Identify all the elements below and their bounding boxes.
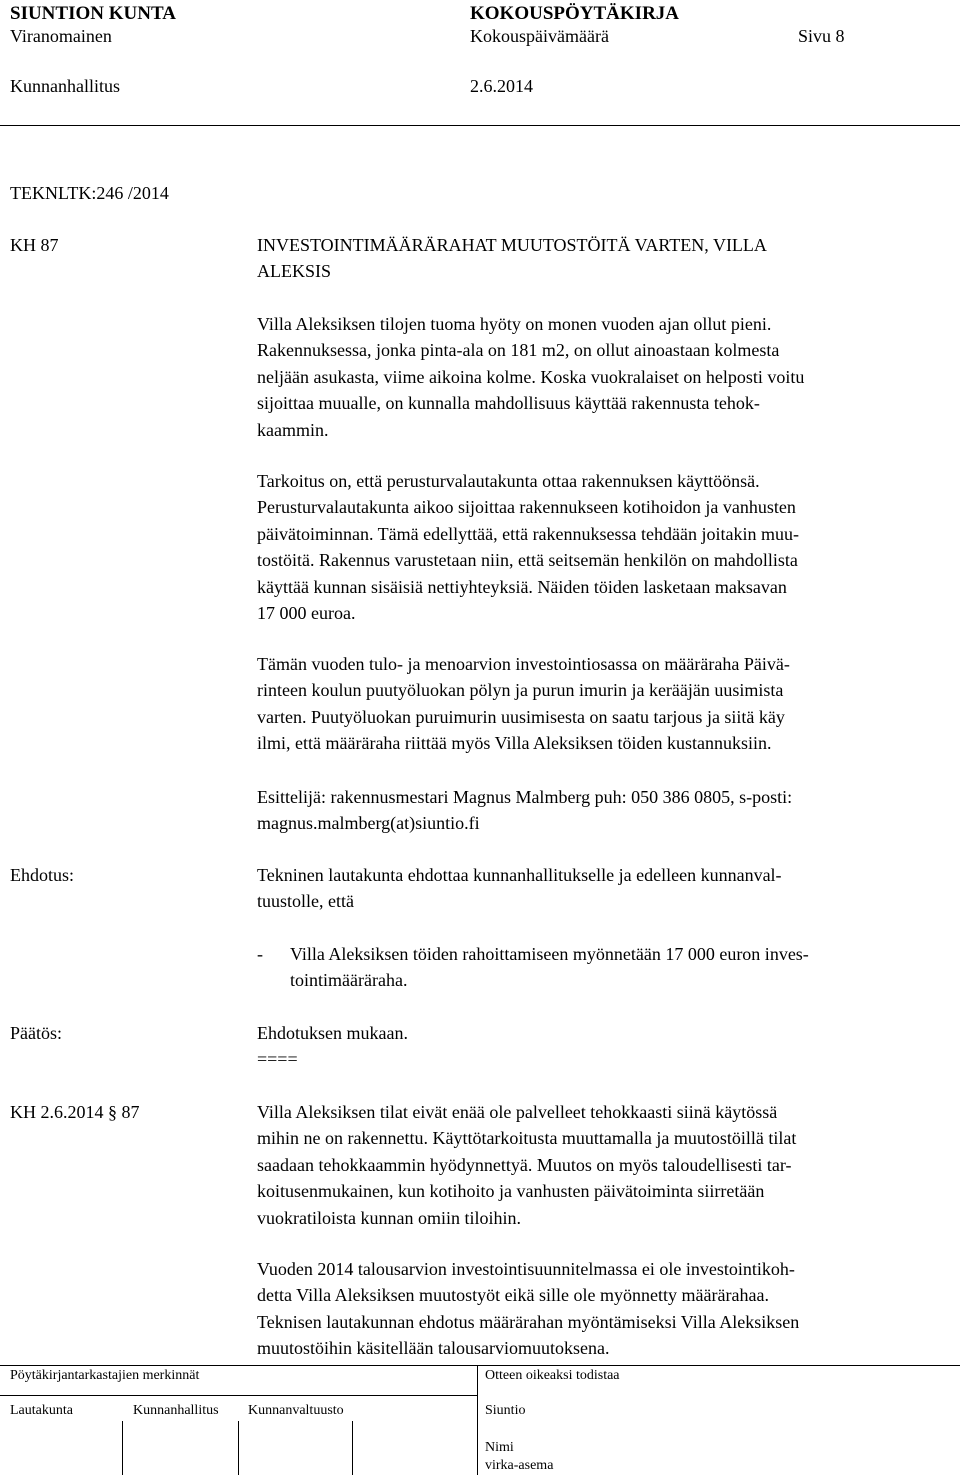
text-line: Villa Aleksiksen töiden rahoittamiseen myönnetään 17 000 euron inves- [290,944,809,964]
text-line: varten. Puutyöluokan puruimurin uusimisesta on saatu tarjous ja siitä käy [257,706,785,727]
footer-col-board: Lautakunta [10,1403,73,1418]
kh-paragraph-1 [257,1099,957,1231]
text-line: Villa Aleksiksen tilat eivät enää ole palvelleet tehokkaasti siinä käytössä [257,1102,778,1122]
footer-top-rule [0,1365,960,1366]
footer-columns-rule [0,1395,477,1396]
text-line: päivätoiminnan. Tämä edellyttää, että rakennuksessa tehdään joitakin muu- [257,523,799,544]
text-line: magnus.malmberg(at)siuntio.fi [257,813,480,834]
text-line: Tarkoitus on, että perusturvalautakunta ottaa rakennuksen käyttöönsä. [257,471,760,491]
decision-label: Päätös: [10,1023,62,1043]
paragraph-1 [257,311,957,443]
text-line: mihin ne on rakennettu. Käyttötarkoitusta muuttamalla ja muutostöillä tilat [257,1128,797,1149]
footer-position-label: virka-asema [485,1458,554,1473]
text-line: Esittelijä: rakennusmestari Magnus Malmberg puh: 050 386 0805, s-posti: [257,787,793,807]
section-number: KH 87 [10,235,59,255]
authority-label: Viranomainen [10,26,112,46]
text-line: tointimääräraha. [290,970,408,991]
checkers-label: Pöytäkirjantarkastajien merkinnät [10,1368,200,1383]
certified-label: Otteen oikeaksi todistaa [485,1368,620,1383]
text-line: rinteen koulun puutyöluokan pölyn ja purun imurin ja kerääjän uusimista [257,680,784,701]
text-line: Tämän vuoden tulo- ja menoarvion investointiosassa on määräraha Päivä- [257,654,790,674]
proposal-text [257,862,957,915]
text-line: kaammin. [257,419,329,440]
text-line: koitusenmukainen, kun kotihoito ja vanhusten päivätoiminta siirretään [257,1181,765,1202]
decision-separator: ==== [257,1049,298,1069]
paragraph-3 [257,651,957,757]
footer-col-divider-1 [122,1421,123,1475]
header-divider [0,125,960,126]
footer-col-council: Kunnanvaltuusto [248,1403,344,1418]
footer-col-municipal-board: Kunnanhallitus [133,1403,219,1418]
text-line: 17 000 euroa. [257,603,356,624]
presenter-info [257,784,957,837]
text-line: Perusturvalautakunta aikoo sijoittaa rakennukseen kotihoidon ja vanhusten [257,497,796,518]
text-line: neljään asukasta, viime aikoina kolme. Koska vuokralaiset on helposti voitu [257,366,805,387]
text-line: käyttää kunnan sisäisiä nettiyhteyksiä. Näiden töiden lasketaan maksavan [257,576,787,597]
text-line: Villa Aleksiksen tilojen tuoma hyöty on monen vuoden ajan ollut pieni. [257,314,772,334]
document-type: KOKOUSPÖYTÄKIRJA [470,3,680,24]
kh-section-label: KH 2.6.2014 § 87 [10,1102,140,1122]
footer-place: Siuntio [485,1403,526,1418]
section-title-line: ALEKSIS [257,261,332,282]
section-title [257,232,957,285]
reference-number: TEKNLTK:246 /2014 [10,183,169,203]
proposal-label: Ehdotus: [10,865,75,885]
page-number: Sivu 8 [798,26,845,46]
text-line: muutostöihin käsitellään talousarviomuutoksena. [257,1338,610,1359]
organization-name: SIUNTION KUNTA [10,3,176,24]
meeting-date-label: Kokouspäivämäärä [470,26,609,46]
text-line: Teknisen lautakunnan ehdotus määrärahan myöntämiseksi Villa Aleksiksen [257,1311,800,1332]
authority-value: Kunnanhallitus [10,76,120,96]
text-line: tostöitä. Rakennus varustetaan niin, että seitsemän henkilön on mahdollista [257,550,798,571]
text-line: Rakennuksessa, jonka pinta-ala on 181 m2, on ollut ainoastaan kolmesta [257,340,780,361]
meeting-date-value: 2.6.2014 [470,76,533,96]
text-line: Tekninen lautakunta ehdottaa kunnanhallitukselle ja edelleen kunnanval- [257,865,782,885]
text-line: detta Villa Aleksiksen muutostyöt eikä sille ole myönnetty määrärahaa. [257,1285,769,1306]
text-line: saadaan tehokkaammin hyödynnettyä. Muutos on myös taloudellisesti tar- [257,1154,792,1175]
footer-divider [477,1365,478,1475]
footer-col-divider-3 [352,1421,353,1475]
proposal-bullet [290,941,957,994]
footer-col-divider-2 [238,1421,239,1475]
section-title-line: INVESTOINTIMÄÄRÄRAHAT MUUTOSTÖITÄ VARTEN, VILLA [257,235,767,255]
footer-name-label: Nimi [485,1440,514,1455]
bullet-dash: - [257,944,263,964]
text-line: tuustolle, että [257,891,354,912]
decision-text: Ehdotuksen mukaan. [257,1023,408,1043]
text-line: Vuoden 2014 talousarvion investointisuunnitelmassa ei ole investointikoh- [257,1259,795,1279]
paragraph-2 [257,468,957,626]
text-line: sijoittaa muualle, on kunnalla mahdollisuus käyttää rakennusta tehok- [257,393,760,414]
text-line: ilmi, että määräraha riittää myös Villa Aleksiksen töiden kustannuksiin. [257,733,772,754]
kh-paragraph-2 [257,1256,957,1362]
text-line: vuokratiloista kunnan omiin tiloihin. [257,1207,521,1228]
